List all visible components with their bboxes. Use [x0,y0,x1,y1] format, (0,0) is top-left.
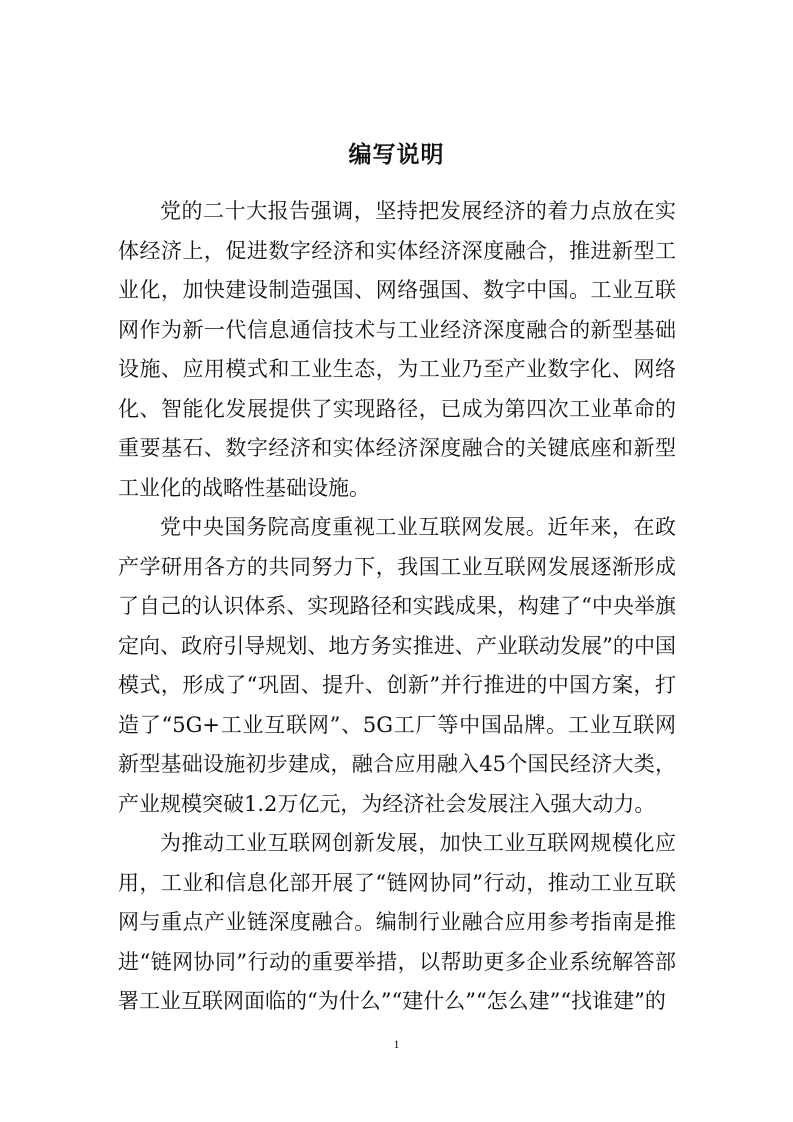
page-number: 1 [393,1037,400,1051]
body-text [118,192,676,1022]
paragraph-1: 党的二十大报告强调，坚持把发展经济的着力点放在实体经济上，促进数字经济和实体经济深度融合，推进新型工业化，加快建设制造强国、网络强国、数字中国。工业互联网作为新一代信息通信技术与工业经济深度融合的新型基础设施、应用模式和工业生态，为工业乃至产业数字化、网络化、智能化发展提供了实现路径，已成为第四次工业革命的重要基石、数字经济和实体经济深度融合的关键底座和新型工业化的战略性基础设施。 [118,199,676,500]
paragraph-3: 为推动工业互联网创新发展，加快工业互联网规模化应用，工业和信息化部开展了“链网协同”行动，推动工业互联网与重点产业链深度融合。编制行业融合应用参考指南是推进“链网协同”行动的重要举措，以帮助更多企业系统解答部署工业互联网面临的“为什么”“建什么”“怎么建”“找谁建”的 [118,831,676,1013]
page-title: 编写说明 [348,142,445,168]
paragraph-2: 党中央国务院高度重视工业互联网发展。近年来，在政产学研用各方的共同努力下，我国工业互联网发展逐渐形成了自己的认识体系、实现路径和实践成果，构建了“中央举旗定向、政府引导规划、地方务实推进、产业联动发展”的中国模式，形成了“巩固、提升、创新”并行推进的中国方案，打造了“5G+工业互联网”、5G工厂等中国品牌。工业互联网新型基础设施初步建成，融合应用融入45个国民经济大类，产业规模突破1.2万亿元，为经济社会发展注入强大动力。 [118,515,676,816]
